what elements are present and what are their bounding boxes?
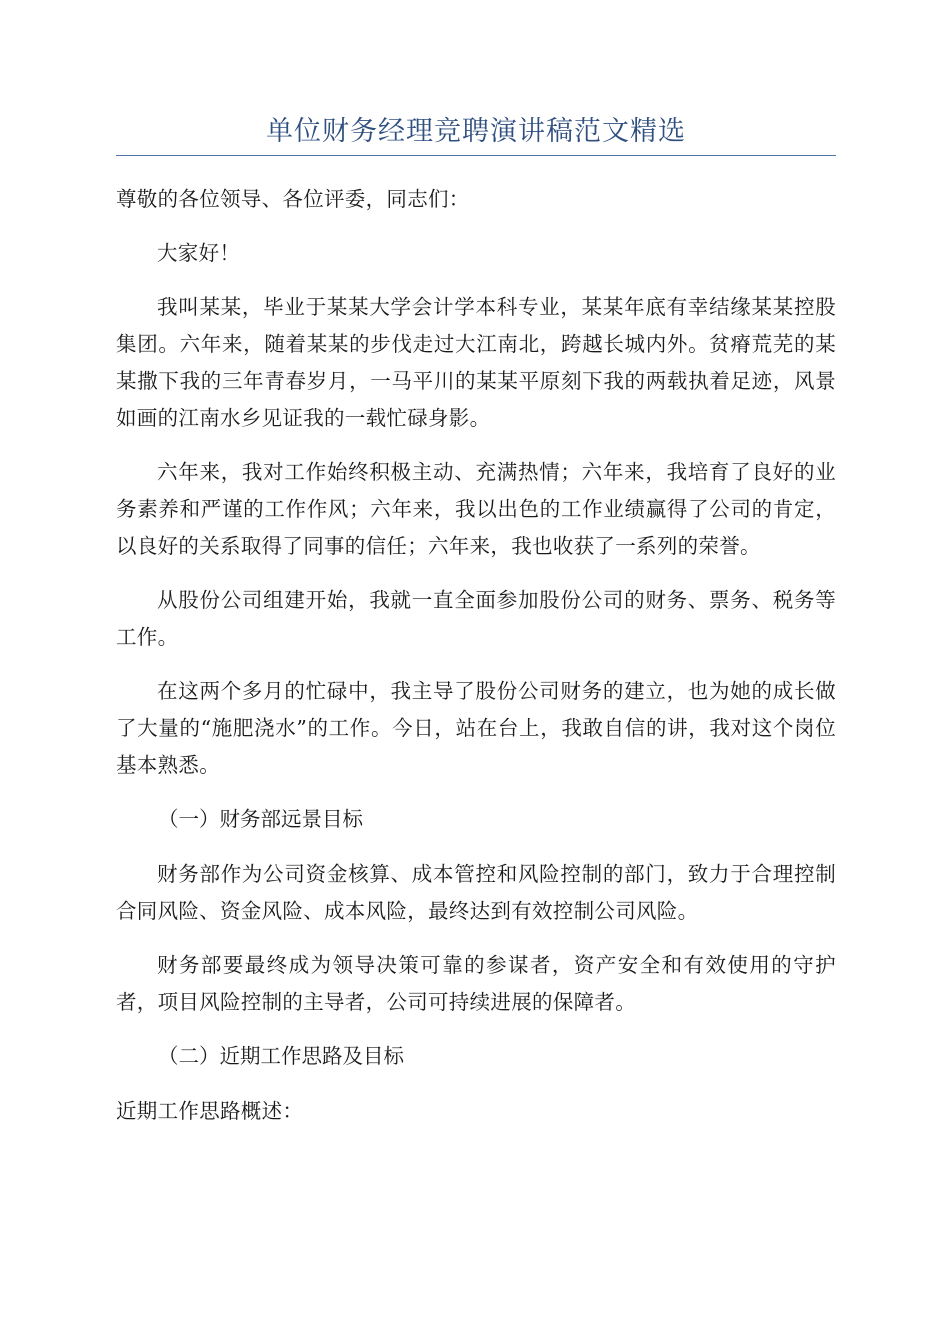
paragraph-vision-2: 财务部要最终成为领导决策可靠的参谋者，资产安全和有效使用的守护者，项目风险控制的主导者，公司可持续进展的保障者。	[116, 953, 836, 1014]
salutation: 尊敬的各位领导、各位评委，同志们：	[116, 187, 470, 211]
section-heading-vision: （一）财务部远景目标	[158, 807, 363, 831]
title-underline	[116, 155, 836, 156]
paragraph-company-founding: 从股份公司组建开始，我就一直全面参加股份公司的财务、票务、税务等工作。	[116, 588, 836, 649]
plan-overview-label: 近期工作思路概述：	[116, 1099, 304, 1123]
paragraph-two-months: 在这两个多月的忙碌中，我主导了股份公司财务的建立，也为她的成长做了大量的“施肥浇水”的工作。今日，站在台上，我敢自信的讲，我对这个岗位基本熟悉。	[116, 679, 836, 777]
document-title: 单位财务经理竞聘演讲稿范文精选	[266, 116, 686, 147]
greeting: 大家好！	[157, 241, 241, 265]
paragraph-intro: 我叫某某，毕业于某某大学会计学本科专业，某某年底有幸结缘某某控股集团。六年来，随着某某的步伐走过大江南北，跨越长城内外。贫瘠荒芜的某某撒下我的三年青春岁月，一马平川的某某平原刻下我的两载执着足迹，风景如画的江南水乡见证我的一载忙碌身影。	[116, 295, 836, 430]
section-heading-plan: （二）近期工作思路及目标	[158, 1044, 404, 1068]
paragraph-six-years: 六年来，我对工作始终积极主动、充满热情；六年来，我培育了良好的业务素养和严谨的工作作风；六年来，我以出色的工作业绩赢得了公司的肯定，以良好的关系取得了同事的信任；六年来，我也收获了一系列的荣誉。	[116, 460, 836, 558]
paragraph-vision-1: 财务部作为公司资金核算、成本管控和风险控制的部门，致力于合理控制合同风险、资金风险、成本风险，最终达到有效控制公司风险。	[116, 862, 836, 923]
document-page	[116, 112, 836, 1147]
